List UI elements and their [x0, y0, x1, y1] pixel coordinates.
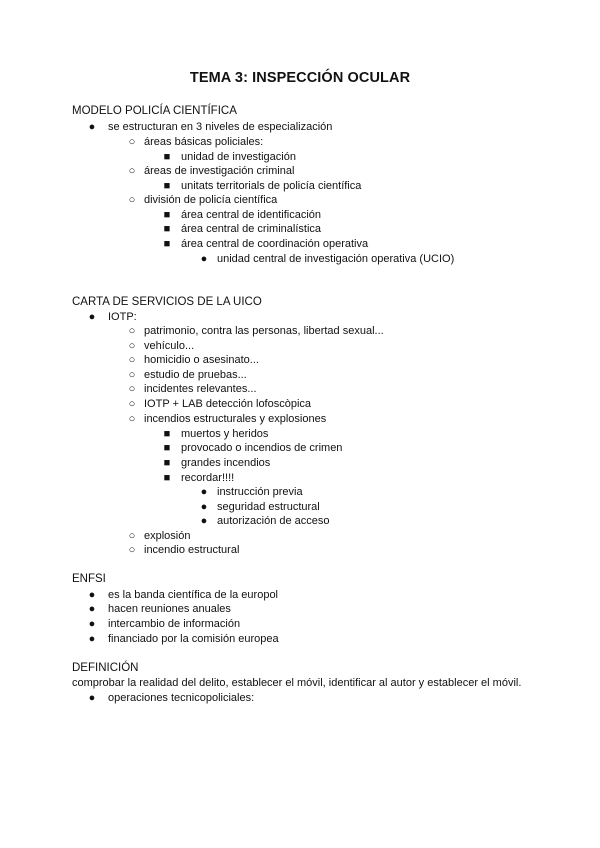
- list-item: explosión: [144, 530, 191, 542]
- section-heading-enfsi: ENFSI: [72, 573, 106, 585]
- circle-bullet-icon: ○: [128, 194, 136, 206]
- list-item: estudio de pruebas...: [144, 369, 247, 381]
- circle-bullet-icon: ○: [128, 369, 136, 381]
- list-item: unitats territorials de policía científica: [181, 180, 362, 192]
- list-item: grandes incendios: [181, 457, 271, 469]
- disc-bullet-icon: ●: [88, 311, 96, 323]
- list-item: área central de identificación: [181, 209, 322, 221]
- disc-bullet-icon: ●: [88, 692, 96, 704]
- list-item: vehículo...: [144, 340, 195, 352]
- disc-bullet-icon: ●: [88, 618, 96, 630]
- circle-bullet-icon: ○: [128, 354, 136, 366]
- circle-bullet-icon: ○: [128, 530, 136, 542]
- list-item: incendio estructural: [144, 544, 240, 556]
- list-item: muertos y heridos: [181, 428, 269, 440]
- list-item: provocado o incendios de crimen: [181, 442, 343, 454]
- section-heading-carta: CARTA DE SERVICIOS DE LA UICO: [72, 296, 262, 308]
- list-item: se estructuran en 3 niveles de especialización: [108, 121, 333, 133]
- square-bullet-icon: ■: [163, 442, 171, 454]
- list-item: unidad de investigación: [181, 151, 296, 163]
- disc-bullet-icon: ●: [200, 501, 208, 513]
- list-item: homicidio o asesinato...: [144, 354, 259, 366]
- circle-bullet-icon: ○: [128, 136, 136, 148]
- list-item: patrimonio, contra las personas, libertad sexual...: [144, 325, 384, 337]
- list-item: incidentes relevantes...: [144, 383, 257, 395]
- square-bullet-icon: ■: [163, 472, 171, 484]
- list-item: áreas básicas policiales:: [144, 136, 264, 148]
- square-bullet-icon: ■: [163, 428, 171, 440]
- circle-bullet-icon: ○: [128, 413, 136, 425]
- list-item: área central de criminalística: [181, 223, 322, 235]
- disc-bullet-icon: ●: [200, 253, 208, 265]
- square-bullet-icon: ■: [163, 209, 171, 221]
- list-item: operaciones tecnicopoliciales:: [108, 692, 255, 704]
- disc-bullet-icon: ●: [88, 633, 96, 645]
- list-item: incendios estructurales y explosiones: [144, 413, 327, 425]
- disc-bullet-icon: ●: [200, 515, 208, 527]
- list-item: unidad central de investigación operativa (UCIO): [217, 253, 455, 265]
- square-bullet-icon: ■: [163, 180, 171, 192]
- definition-paragraph: comprobar la realidad del delito, establecer el móvil, identificar al autor y establecer el móvil.: [72, 677, 522, 689]
- list-item: financiado por la comisión europea: [108, 633, 279, 645]
- square-bullet-icon: ■: [163, 223, 171, 235]
- circle-bullet-icon: ○: [128, 398, 136, 410]
- list-item: hacen reuniones anuales: [108, 603, 231, 615]
- list-item: recordar!!!!: [181, 472, 235, 484]
- circle-bullet-icon: ○: [128, 340, 136, 352]
- disc-bullet-icon: ●: [88, 121, 96, 133]
- page-title: TEMA 3: INSPECCIÓN OCULAR: [189, 70, 411, 86]
- list-item: IOTP + LAB detección lofoscòpica: [144, 398, 312, 410]
- list-item: intercambio de información: [108, 618, 241, 630]
- disc-bullet-icon: ●: [88, 589, 96, 601]
- list-item: seguridad estructural: [217, 501, 320, 513]
- circle-bullet-icon: ○: [128, 325, 136, 337]
- square-bullet-icon: ■: [163, 457, 171, 469]
- square-bullet-icon: ■: [163, 151, 171, 163]
- list-item: IOTP:: [108, 311, 137, 323]
- circle-bullet-icon: ○: [128, 383, 136, 395]
- disc-bullet-icon: ●: [200, 486, 208, 498]
- list-item: áreas de investigación criminal: [144, 165, 295, 177]
- list-item: autorización de acceso: [217, 515, 330, 527]
- circle-bullet-icon: ○: [128, 165, 136, 177]
- disc-bullet-icon: ●: [88, 603, 96, 615]
- list-item: área central de coordinación operativa: [181, 238, 369, 250]
- circle-bullet-icon: ○: [128, 544, 136, 556]
- square-bullet-icon: ■: [163, 238, 171, 250]
- list-item: es la banda científica de la europol: [108, 589, 279, 601]
- section-heading-modelo: MODELO POLICÍA CIENTÍFICA: [72, 105, 237, 117]
- list-item: instrucción previa: [217, 486, 303, 498]
- section-heading-definicion: DEFINICIÓN: [72, 662, 139, 674]
- list-item: división de policía científica: [144, 194, 278, 206]
